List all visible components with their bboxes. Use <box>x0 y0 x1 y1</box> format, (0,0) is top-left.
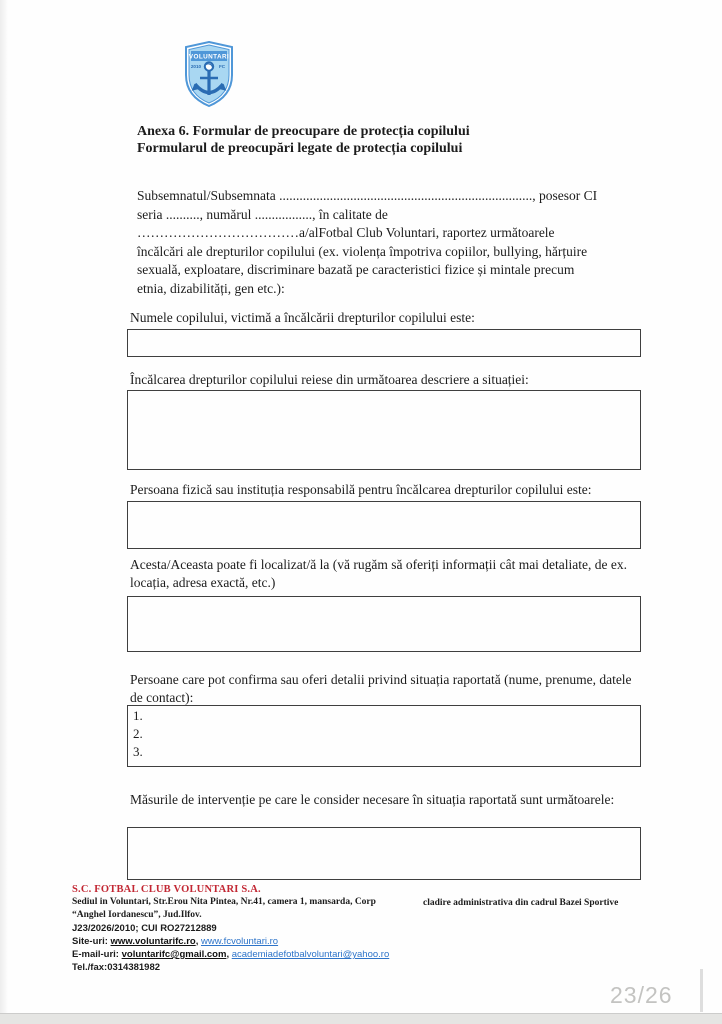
intro-line: sexuală, exploatare, discriminare bazată pe caracteristici fizice și mintale precum <box>137 262 575 277</box>
address-note: cladire administrativa din cadrul Bazei Sportive <box>423 898 619 908</box>
page-title <box>137 124 470 157</box>
field-label-witnesses: Persoane care pot confirma sau oferi detalii privind situația raportată (nume, prenume, datele de contact): <box>130 672 632 705</box>
telfax-line: Tel./fax:0314381982 <box>72 962 161 973</box>
input-box-situation-description[interactable] <box>127 390 641 470</box>
fc-voluntari-crest-icon <box>183 41 235 107</box>
emails-line <box>72 948 389 961</box>
websites-label: Site-uri: <box>72 936 108 947</box>
page-indicator: 23/26 <box>610 982 673 1008</box>
input-box-intervention-measures[interactable] <box>127 827 641 880</box>
intro-line: Subsemnatul/Subsemnata ..........................................................................., posesor CI <box>137 188 598 203</box>
witness-list-item: 2. <box>133 726 143 741</box>
viewer-bottom-bar <box>0 1013 722 1024</box>
title-line-2: Formularul de preocupări legate de protecția copilului <box>137 140 463 156</box>
intro-line: seria .........., numărul ................., în calitate de <box>137 206 388 222</box>
address-line-1: Sediul in Voluntari, Str.Erou Nita Pintea, Nr.41, camera 1, mansarda, Corp <box>72 897 376 907</box>
scrollbar-fragment <box>700 969 703 1012</box>
website-link-fcvoluntari[interactable]: www.fcvoluntari.ro <box>200 936 279 947</box>
field-label-situation-description: Încălcarea drepturilor copilului reiese din următoarea descriere a situației: <box>130 372 529 387</box>
field-label-location: Acesta/Aceasta poate fi localizat/ă la (vă rugăm să oferiți informații cât mai detaliate, de ex. locația, adresa exactă, etc.) <box>130 557 628 590</box>
emails-label: E-mail-uri: <box>72 949 119 960</box>
field-label-child-name: Numele copilului, victimă a încălcării drepturilor copilului este: <box>130 310 475 325</box>
footer <box>72 883 389 974</box>
intro-paragraph <box>137 187 597 298</box>
input-box-location[interactable] <box>127 596 641 652</box>
website-link-voluntarifc[interactable]: www.voluntarifc.ro <box>110 936 196 947</box>
company-name: S.C. FOTBAL CLUB VOLUNTARI S.A. <box>72 884 261 895</box>
email-link-gmail[interactable]: voluntarifc@gmail.com <box>121 949 227 960</box>
crest-fc-text: FC <box>218 64 226 69</box>
witness-list-item: 3. <box>133 744 143 759</box>
registration-number: J23/2026/2010; CUI RO27212889 <box>72 923 217 934</box>
title-line-1: Anexa 6. Formular de preocupare de protecția copilului <box>137 124 470 139</box>
intro-line: ………………………………a/alFotbal Club Voluntari, raportez următoarele <box>137 225 555 240</box>
intro-line: încălcări ale drepturilor copilului (ex. violența împotriva copiilor, bullying, hărțuire <box>137 243 588 259</box>
input-box-responsible-person[interactable] <box>127 501 641 549</box>
separator: , <box>195 936 199 947</box>
field-label-intervention-measures: Măsurile de intervenție pe care le consider necesare în situația raportată sunt următoarele: <box>130 792 615 807</box>
input-box-child-name[interactable] <box>127 329 641 357</box>
input-box-witnesses[interactable] <box>127 705 641 767</box>
crest-banner-text: VOLUNTARI <box>188 53 230 61</box>
websites-line <box>72 935 389 948</box>
intro-line: etnia, dizabilități, gen etc.): <box>137 280 285 296</box>
address-line-2: “Anghel Iordanescu”, Jud.Ilfov. <box>72 910 202 920</box>
witness-list-item: 1. <box>133 708 143 723</box>
email-link-yahoo[interactable]: academiadefotbalvoluntari@yahoo.ro <box>231 949 390 960</box>
field-label-responsible-person: Persoana fizică sau instituția responsabilă pentru încălcarea drepturilor copilului este: <box>130 482 592 497</box>
separator: , <box>226 949 230 960</box>
crest-year-text: 2010 <box>190 64 202 69</box>
